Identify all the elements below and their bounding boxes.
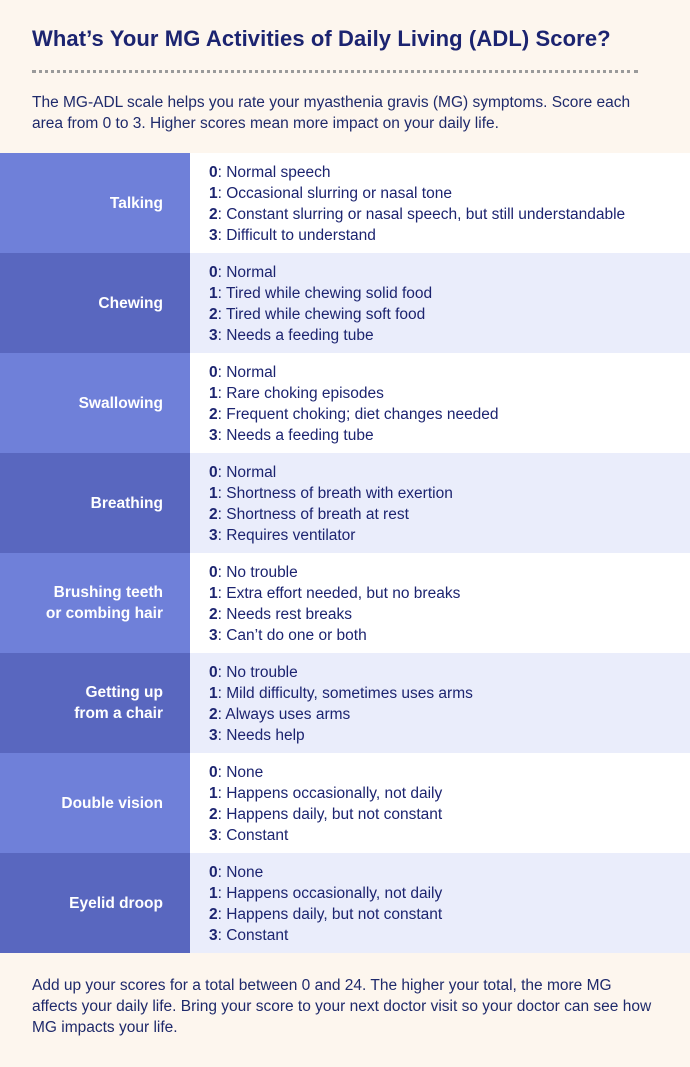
score-descriptions — [190, 253, 690, 353]
score-number: 1 — [209, 585, 218, 602]
category-label: Chewing — [0, 253, 190, 353]
score-number: 1 — [209, 385, 218, 402]
table-row — [0, 653, 690, 753]
score-number: 2 — [209, 406, 218, 423]
score-line — [209, 183, 690, 204]
score-description: : Frequent choking; diet changes needed — [217, 406, 499, 423]
score-line — [209, 862, 690, 883]
score-line — [209, 262, 690, 283]
score-description: : Rare choking episodes — [217, 385, 384, 402]
score-description: : Happens occasionally, not daily — [217, 885, 443, 902]
score-number: 2 — [209, 506, 218, 523]
score-line — [209, 504, 690, 525]
score-line — [209, 162, 690, 183]
score-number: 1 — [209, 885, 218, 902]
score-description: : No trouble — [217, 664, 298, 681]
score-description: : Difficult to understand — [217, 227, 376, 244]
score-number: 0 — [209, 564, 218, 581]
table-row — [0, 453, 690, 553]
score-description: : No trouble — [217, 564, 298, 581]
score-line — [209, 383, 690, 404]
score-description: : Shortness of breath with exertion — [217, 485, 453, 502]
score-number: 1 — [209, 185, 218, 202]
score-line — [209, 404, 690, 425]
score-number: 0 — [209, 164, 218, 181]
score-descriptions — [190, 353, 690, 453]
score-number: 2 — [209, 306, 218, 323]
table-row — [0, 353, 690, 453]
score-description: : Always uses arms — [217, 706, 351, 723]
score-line — [209, 625, 690, 646]
score-line — [209, 562, 690, 583]
category-label: Double vision — [0, 753, 190, 853]
score-description: : Happens daily, but not constant — [217, 906, 443, 923]
score-line — [209, 325, 690, 346]
score-line — [209, 904, 690, 925]
score-number: 0 — [209, 664, 218, 681]
score-line — [209, 783, 690, 804]
score-description: : Can’t do one or both — [217, 627, 367, 644]
score-line — [209, 425, 690, 446]
score-number: 3 — [209, 427, 218, 444]
score-number: 3 — [209, 727, 218, 744]
score-line — [209, 225, 690, 246]
score-description: : Constant — [217, 827, 289, 844]
score-number: 3 — [209, 527, 218, 544]
score-number: 3 — [209, 227, 218, 244]
score-descriptions — [190, 553, 690, 653]
score-line — [209, 725, 690, 746]
score-line — [209, 883, 690, 904]
score-line — [209, 662, 690, 683]
score-description: : Constant slurring or nasal speech, but still understandable — [217, 206, 626, 223]
score-descriptions — [190, 153, 690, 253]
table-row — [0, 153, 690, 253]
score-description: : Normal speech — [217, 164, 331, 181]
score-number: 0 — [209, 364, 218, 381]
score-number: 3 — [209, 827, 218, 844]
table-row — [0, 553, 690, 653]
score-line — [209, 483, 690, 504]
score-number: 3 — [209, 627, 218, 644]
score-line — [209, 362, 690, 383]
score-number: 2 — [209, 706, 218, 723]
score-number: 2 — [209, 906, 218, 923]
score-description: : Needs help — [217, 727, 305, 744]
dotted-divider — [32, 70, 638, 73]
score-number: 0 — [209, 864, 218, 881]
score-description: : None — [217, 764, 264, 781]
score-number: 2 — [209, 206, 218, 223]
score-description: : Requires ventilator — [217, 527, 356, 544]
score-line — [209, 283, 690, 304]
score-line — [209, 804, 690, 825]
score-description: : Shortness of breath at rest — [217, 506, 409, 523]
score-table — [0, 153, 690, 953]
score-descriptions — [190, 853, 690, 953]
category-label: Swallowing — [0, 353, 190, 453]
score-line — [209, 304, 690, 325]
score-description: : Needs a feeding tube — [217, 427, 374, 444]
score-description: : Normal — [217, 464, 277, 481]
score-number: 1 — [209, 285, 218, 302]
intro-text: The MG-ADL scale helps you rate your myasthenia gravis (MG) symptoms. Score each area from 0 to 3. Higher scores mean more impact on your daily life. — [32, 94, 631, 132]
footer-text: Add up your scores for a total between 0 and 24. The higher your total, the more MG affects your daily life. Bring your score to your next doctor visit so your doctor can see how MG impacts your life. — [32, 977, 652, 1036]
score-descriptions — [190, 453, 690, 553]
score-line — [209, 604, 690, 625]
category-label: Getting up from a chair — [0, 653, 190, 753]
score-number: 0 — [209, 264, 218, 281]
score-description: : Needs rest breaks — [217, 606, 353, 623]
score-line — [209, 704, 690, 725]
score-description: : Normal — [217, 264, 277, 281]
score-number: 0 — [209, 464, 218, 481]
category-label: Breathing — [0, 453, 190, 553]
score-number: 3 — [209, 927, 218, 944]
category-label: Talking — [0, 153, 190, 253]
score-descriptions — [190, 653, 690, 753]
score-description: : Happens occasionally, not daily — [217, 785, 443, 802]
score-line — [209, 762, 690, 783]
score-line — [209, 925, 690, 946]
score-description: : Tired while chewing soft food — [217, 306, 426, 323]
score-number: 1 — [209, 485, 218, 502]
score-description: : Extra effort needed, but no breaks — [217, 585, 461, 602]
score-description: : Needs a feeding tube — [217, 327, 374, 344]
score-description: : Mild difficulty, sometimes uses arms — [217, 685, 473, 702]
table-row — [0, 853, 690, 953]
score-description: : Normal — [217, 364, 277, 381]
category-label: Brushing teeth or combing hair — [0, 553, 190, 653]
table-row — [0, 753, 690, 853]
category-label: Eyelid droop — [0, 853, 190, 953]
score-number: 2 — [209, 606, 218, 623]
score-line — [209, 825, 690, 846]
page-title: What’s Your MG Activities of Daily Living (ADL) Score? — [32, 26, 611, 51]
score-description: : Happens daily, but not constant — [217, 806, 443, 823]
score-description: : Constant — [217, 927, 289, 944]
score-number: 1 — [209, 685, 218, 702]
score-number: 1 — [209, 785, 218, 802]
score-descriptions — [190, 753, 690, 853]
score-number: 0 — [209, 764, 218, 781]
score-number: 2 — [209, 806, 218, 823]
score-line — [209, 462, 690, 483]
score-line — [209, 683, 690, 704]
score-line — [209, 204, 690, 225]
score-description: : None — [217, 864, 264, 881]
score-line — [209, 583, 690, 604]
score-line — [209, 525, 690, 546]
score-description: : Occasional slurring or nasal tone — [217, 185, 452, 202]
score-description: : Tired while chewing solid food — [217, 285, 433, 302]
table-row — [0, 253, 690, 353]
score-number: 3 — [209, 327, 218, 344]
